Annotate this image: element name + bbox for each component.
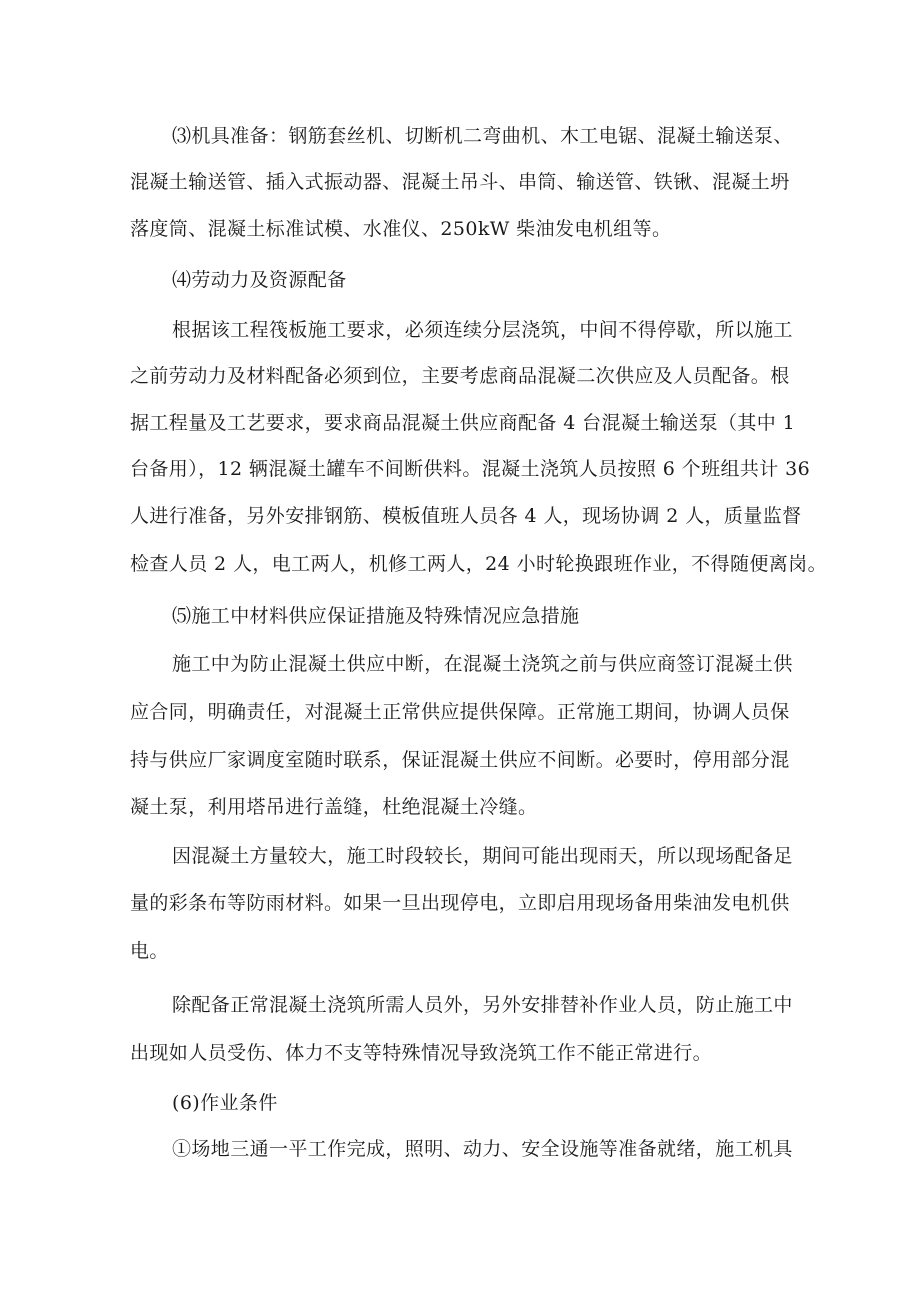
para-4-line-3: 据工程量及工艺要求，要求商品混凝土供应商配备 4 台混凝土输送泵（其中 1 xyxy=(130,412,796,434)
para-3-line-1: ⑶机具准备：钢筋套丝机、切断机二弯曲机、木工电锯、混凝土输送泵、 xyxy=(172,125,793,147)
para-8-line-1: ①场地三通一平工作完成，照明、动力、安全设施等准备就绪，施工机具 xyxy=(172,1138,793,1160)
para-6-line-3: 电。 xyxy=(130,940,169,962)
para-5-line-4: 凝土泵，利用塔吊进行盖缝，杜绝混凝土冷缝。 xyxy=(130,796,538,818)
para-4-line-2: 之前劳动力及材料配备必须到位，主要考虑商品混凝二次供应及人员配备。根 xyxy=(130,365,790,387)
heading-4: ⑷劳动力及资源配备 xyxy=(172,269,347,291)
para-4-line-5: 人进行准备，另外安排钢筋、模板值班人员各 4 人，现场协调 2 人，质量监督 xyxy=(130,505,802,527)
para-7-line-2: 出现如人员受伤、体力不支等特殊情况导致浇筑工作不能正常进行。 xyxy=(130,1042,713,1064)
para-4-line-4: 台备用），12 辆混凝土罐车不间断供料。混凝土浇筑人员按照 6 个班组共计 36 xyxy=(130,458,811,480)
para-4-line-1: 根据该工程筏板施工要求，必须连续分层浇筑，中间不得停歇，所以施工 xyxy=(172,319,793,341)
para-6-line-1: 因混凝土方量较大，施工时段较长，期间可能出现雨天，所以现场配备足 xyxy=(172,845,793,867)
para-3-line-2: 混凝土输送管、插入式振动器、混凝土吊斗、串筒、输送管、铁锹、混凝土坍 xyxy=(130,171,790,193)
para-3-line-3: 落度筒、混凝土标准试模、水准仪、250kW 柴油发电机组等。 xyxy=(130,218,672,240)
para-5-line-2: 应合同，明确责任，对混凝土正常供应提供保障。正常施工期间，协调人员保 xyxy=(130,701,790,723)
para-6-line-2: 量的彩条布等防雨材料。如果一旦出现停电，立即启用现场备用柴油发电机供 xyxy=(130,892,790,914)
para-7-line-1: 除配备正常混凝土浇筑所需人员外，另外安排替补作业人员，防止施工中 xyxy=(172,994,793,1016)
para-5-line-1: 施工中为防止混凝土供应中断，在混凝土浇筑之前与供应商签订混凝土供 xyxy=(172,653,793,675)
para-4-line-6: 检查人员 2 人，电工两人，机修工两人，24 小时轮换跟班作业，不得随便离岗。 xyxy=(130,553,827,575)
para-5-line-3: 持与供应厂家调度室随时联系，保证混凝土供应不间断。必要时，停用部分混 xyxy=(130,749,790,771)
heading-5: ⑸施工中材料供应保证措施及特殊情况应急措施 xyxy=(172,605,580,627)
heading-6: (6)作业条件 xyxy=(172,1092,278,1114)
